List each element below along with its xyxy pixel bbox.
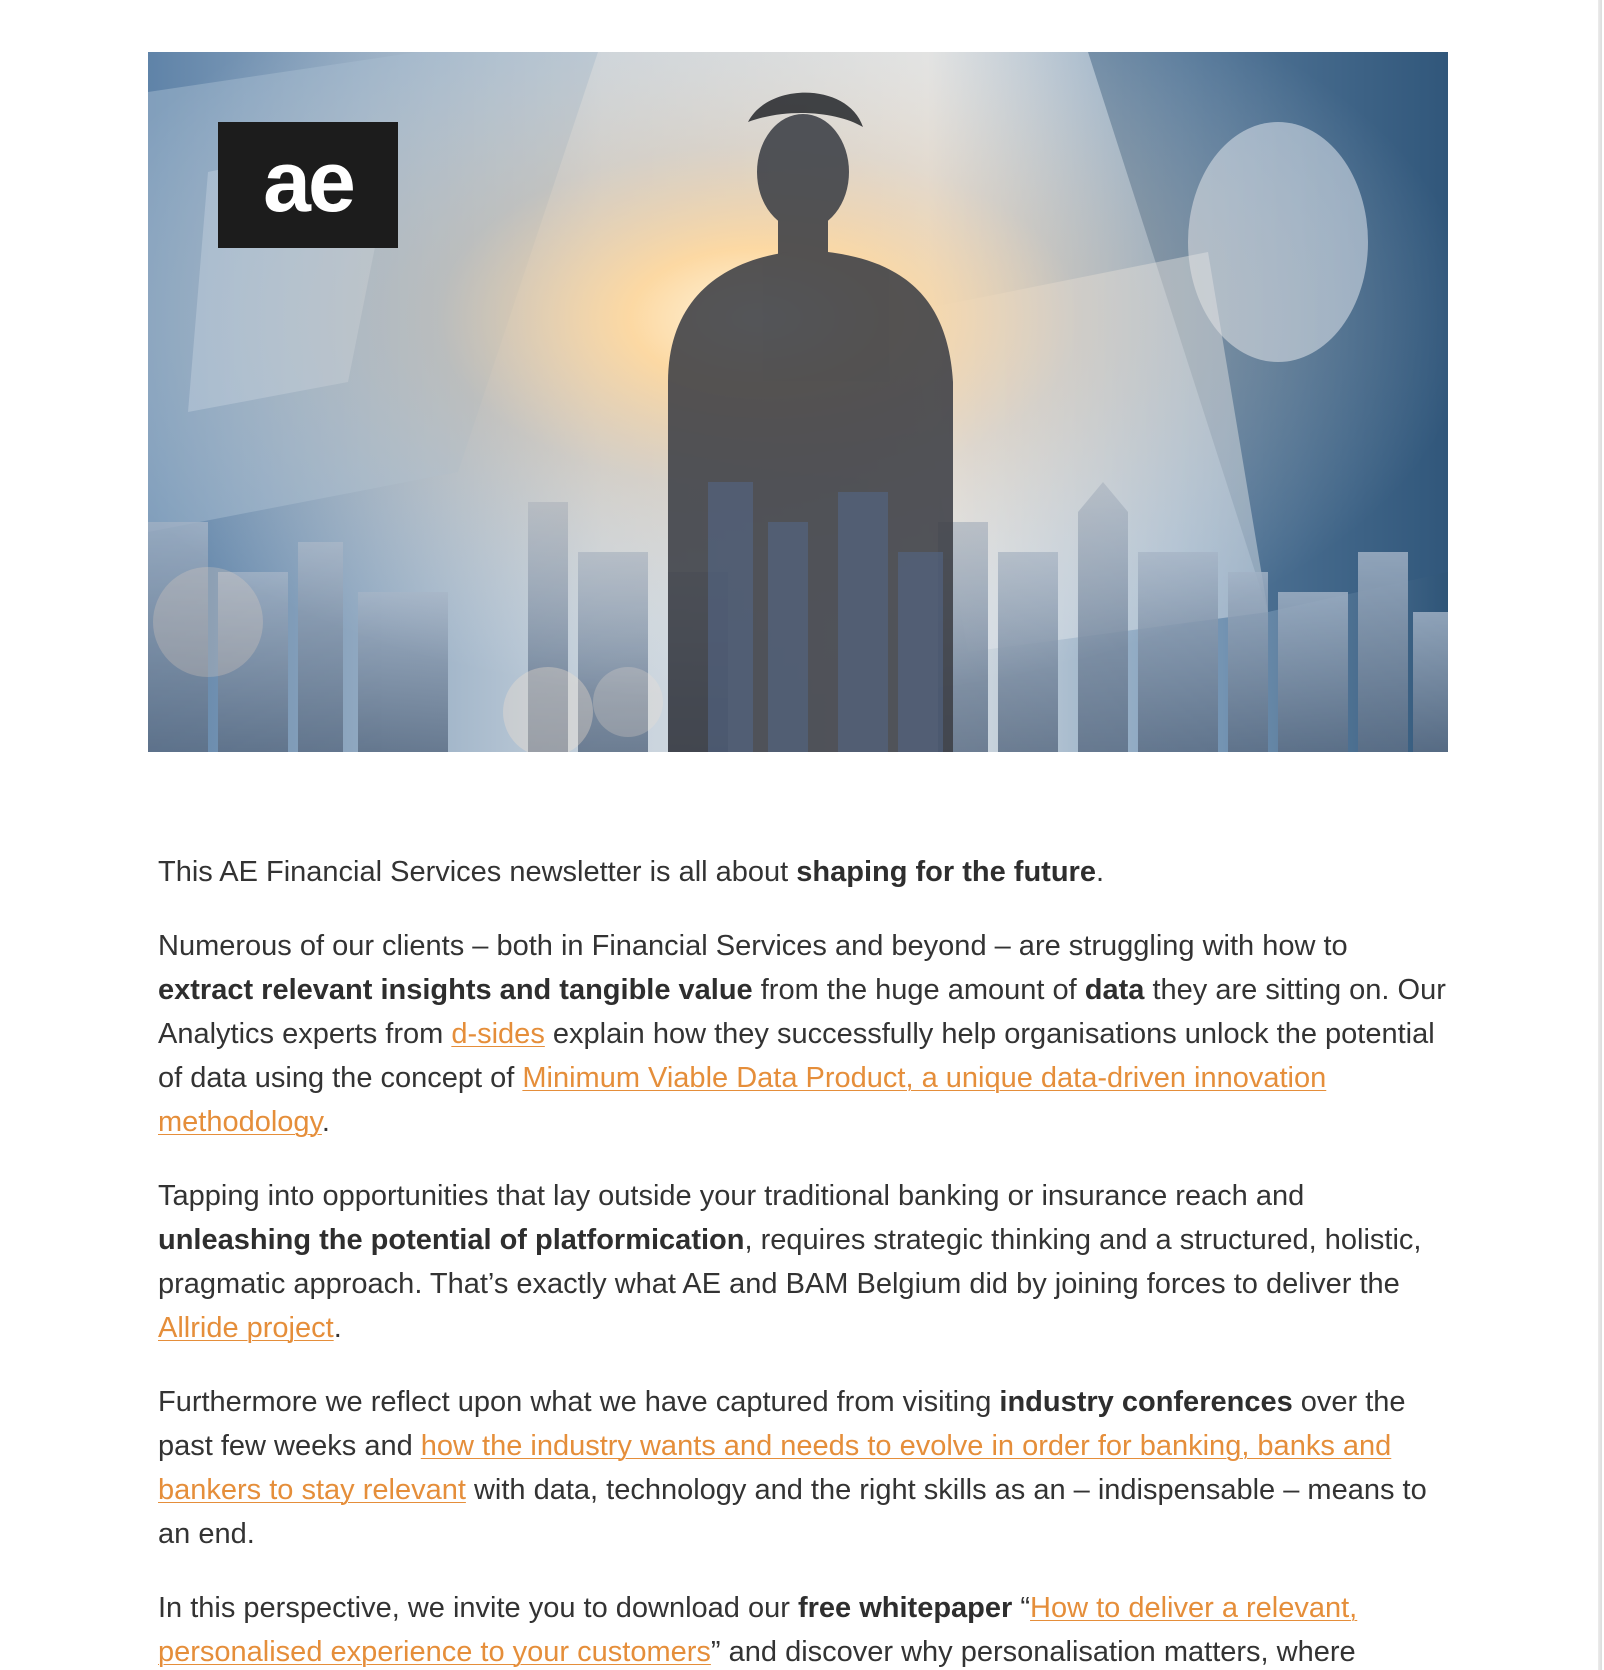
window-edge-divider <box>1598 0 1602 1670</box>
text: , requires strategic thinking and a structured, holistic, pragmatic approach. That’s exactly what AE and BAM Belgium did by joining forces to deliver the <box>158 1224 1422 1300</box>
platformication-paragraph <box>158 1174 1448 1350</box>
hero-banner-image <box>148 52 1448 752</box>
bold-text: extract relevant insights and tangible value <box>158 974 753 1006</box>
whitepaper-paragraph <box>158 1586 1448 1670</box>
bold-text: shaping for the future <box>796 856 1096 888</box>
bold-text: unleashing the potential of platformication <box>158 1224 745 1256</box>
text: explain how they successfully help organisations unlock the potential of data using the concept of <box>158 1018 1435 1094</box>
bold-text: data <box>1084 974 1145 1006</box>
whitepaper-link[interactable]: How to deliver a relevant, personalised experience to your customers <box>158 1592 1358 1668</box>
bold-text: industry conferences <box>999 1386 1293 1418</box>
newsletter-body <box>158 850 1448 1670</box>
text: Numerous of our clients – both in Financial Services and beyond – are struggling with how to <box>158 930 1348 962</box>
text: ” and discover why personalisation matters, where <box>710 1636 1356 1668</box>
text: from the huge amount of <box>752 974 1085 1006</box>
text: they are sitting on. Our Analytics experts from <box>158 974 1446 1050</box>
text: Tapping into opportunities that lay outside your traditional banking or insurance reach and <box>158 1180 1305 1212</box>
text: This AE Financial Services newsletter is all about <box>158 856 797 888</box>
text: over the past few weeks and <box>158 1386 1406 1462</box>
text: “ <box>1012 1592 1031 1624</box>
text: . <box>321 1106 330 1138</box>
data-insights-paragraph <box>158 924 1448 1144</box>
intro-paragraph <box>158 850 1448 894</box>
text: . <box>1095 856 1105 888</box>
minimum-viable-data-product-link[interactable]: Minimum Viable Data Product, a unique data-driven innovation methodology <box>158 1062 1327 1138</box>
conferences-paragraph <box>158 1380 1448 1556</box>
text: . <box>333 1312 342 1344</box>
text: In this perspective, we invite you to download our <box>158 1592 798 1624</box>
ae-logo <box>218 122 398 248</box>
text: with data, technology and the right skills as an – indispensable – means to an end. <box>158 1474 1427 1550</box>
allride-project-link[interactable]: Allride project <box>158 1312 334 1344</box>
industry-evolve-link[interactable]: how the industry wants and needs to evolve in order for banking, banks and bankers to stay relevant <box>158 1430 1392 1506</box>
text: Furthermore we reflect upon what we have captured from visiting <box>158 1386 1000 1418</box>
d-sides-link[interactable]: d-sides <box>451 1018 545 1050</box>
logo-text: ae <box>263 134 353 230</box>
bold-text: free whitepaper <box>797 1592 1013 1624</box>
